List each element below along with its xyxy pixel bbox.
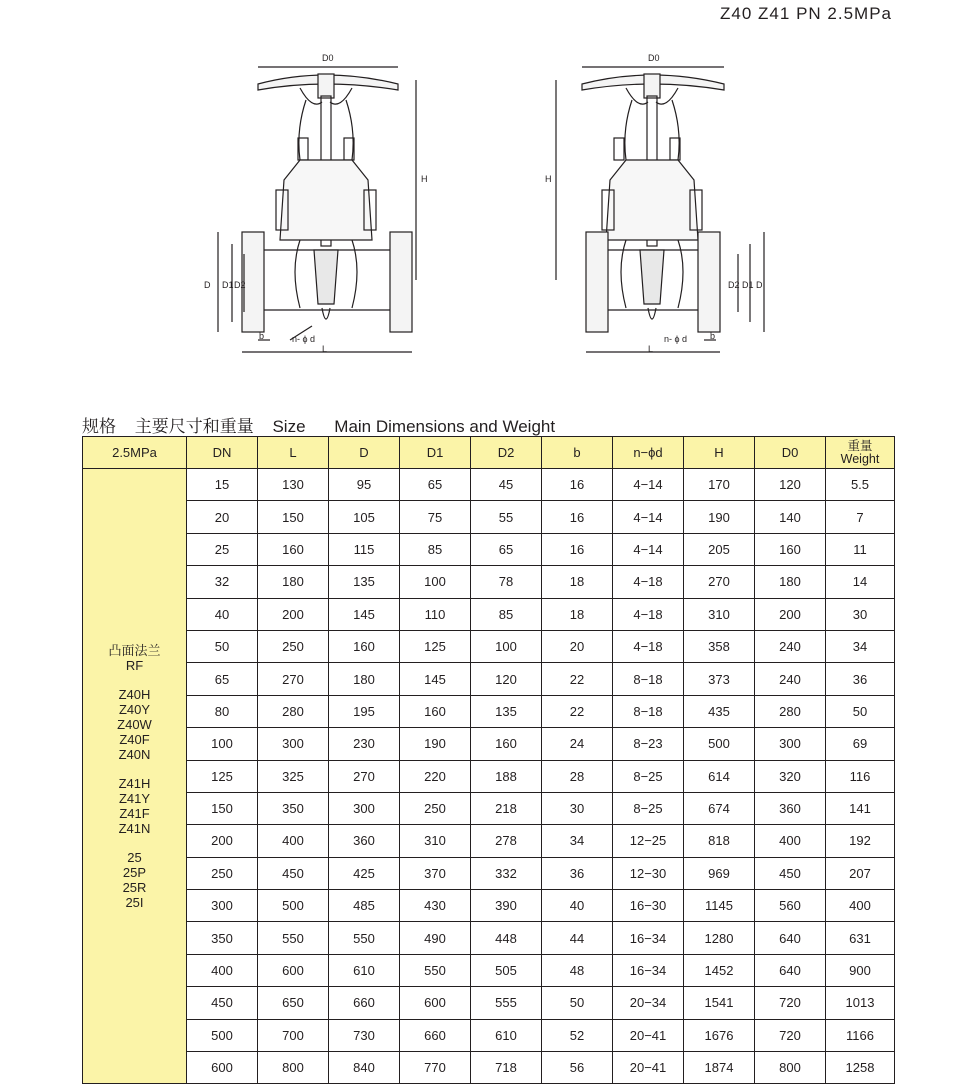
table-cell: 20−41 [613, 1052, 684, 1084]
dim-label-l-right: L [648, 344, 654, 354]
table-cell: 120 [755, 469, 826, 501]
model-group [83, 850, 186, 910]
table-cell: 500 [187, 1019, 258, 1051]
model-label: Z40Y [118, 701, 151, 717]
dim-label-d-right: D [756, 280, 763, 290]
table-cell: 1145 [684, 890, 755, 922]
table-row [83, 825, 895, 857]
table-cell: 325 [258, 760, 329, 792]
table-cell: 800 [755, 1052, 826, 1084]
table-cell: 1874 [684, 1052, 755, 1084]
table-row [83, 760, 895, 792]
header-pressure: 2.5MPa [83, 437, 187, 469]
table-cell: 20 [542, 630, 613, 662]
table-cell: 300 [258, 728, 329, 760]
table-cell: 110 [400, 598, 471, 630]
table-cell: 100 [471, 630, 542, 662]
table-cell: 65 [471, 533, 542, 565]
table-cell: 40 [187, 598, 258, 630]
table-cell: 300 [755, 728, 826, 760]
table-header-row [83, 437, 895, 469]
dim-label-d2-left: D2 [234, 280, 246, 290]
table-cell: 640 [755, 922, 826, 954]
table-cell: 150 [258, 501, 329, 533]
table-cell: 614 [684, 760, 755, 792]
table-cell: 55 [471, 501, 542, 533]
dim-label-nphid-right: n- ϕ d [664, 334, 688, 344]
table-cell: 28 [542, 760, 613, 792]
table-cell: 240 [755, 630, 826, 662]
table-cell: 270 [258, 663, 329, 695]
table-cell: 34 [826, 630, 895, 662]
header-h: H [684, 437, 755, 469]
header-d0: D0 [755, 437, 826, 469]
table-cell: 400 [258, 825, 329, 857]
table-cell: 310 [684, 598, 755, 630]
table-cell: 32 [187, 566, 258, 598]
table-cell: 190 [400, 728, 471, 760]
table-cell: 270 [684, 566, 755, 598]
table-cell: 4−14 [613, 501, 684, 533]
header-weight-en: Weight [840, 451, 880, 466]
table-cell: 11 [826, 533, 895, 565]
table-cell: 200 [258, 598, 329, 630]
table-cell: 674 [684, 792, 755, 824]
table-cell: 4−14 [613, 469, 684, 501]
table-cell: 1166 [826, 1019, 895, 1051]
table-cell: 18 [542, 566, 613, 598]
table-cell: 370 [400, 857, 471, 889]
table-cell: 85 [471, 598, 542, 630]
table-cell: 230 [329, 728, 400, 760]
dim-label-h-right: H [545, 174, 552, 184]
table-cell: 24 [542, 728, 613, 760]
table-cell: 140 [755, 501, 826, 533]
header-weight-cn: 重量 [847, 438, 873, 453]
table-cell: 8−23 [613, 728, 684, 760]
table-cell: 1541 [684, 987, 755, 1019]
dim-label-l-left: L [322, 344, 328, 354]
table-cell: 75 [400, 501, 471, 533]
table-cell: 720 [755, 987, 826, 1019]
table-cell: 7 [826, 501, 895, 533]
table-cell: 16 [542, 533, 613, 565]
model-label: Z40W [117, 716, 152, 732]
table-cell: 1452 [684, 954, 755, 986]
table-cell: 20 [187, 501, 258, 533]
table-cell: 192 [826, 825, 895, 857]
table-cell: 430 [400, 890, 471, 922]
table-cell: 435 [684, 695, 755, 727]
model-group [83, 776, 186, 836]
table-cell: 52 [542, 1019, 613, 1051]
table-cell: 270 [329, 760, 400, 792]
table-cell: 4−14 [613, 533, 684, 565]
table-cell: 180 [755, 566, 826, 598]
table-cell: 205 [684, 533, 755, 565]
model-label: 25R [122, 879, 147, 895]
table-cell: 500 [258, 890, 329, 922]
table-cell: 490 [400, 922, 471, 954]
dim-label-b-right: b [710, 331, 716, 341]
table-cell: 320 [755, 760, 826, 792]
section-title-en-1: Size [272, 417, 306, 436]
table-cell: 400 [755, 825, 826, 857]
table-cell: 4−18 [613, 630, 684, 662]
dim-label-d-left: D [204, 280, 211, 290]
table-cell: 30 [542, 792, 613, 824]
header-n-phi-d: n−ϕd [613, 437, 684, 469]
table-cell: 310 [400, 825, 471, 857]
table-row [83, 663, 895, 695]
table-cell: 160 [400, 695, 471, 727]
table-cell: 218 [471, 792, 542, 824]
table-row [83, 890, 895, 922]
model-group-cell [83, 469, 187, 1084]
header-b: b [542, 437, 613, 469]
table-cell: 145 [400, 663, 471, 695]
table-cell: 85 [400, 533, 471, 565]
model-label: Z41N [118, 820, 151, 836]
table-cell: 450 [755, 857, 826, 889]
table-cell: 350 [258, 792, 329, 824]
table-cell: 16 [542, 469, 613, 501]
model-label: Z40H [118, 686, 151, 702]
table-cell: 360 [329, 825, 400, 857]
dimensions-table [82, 436, 895, 1084]
table-cell: 135 [471, 695, 542, 727]
table-cell: 12−25 [613, 825, 684, 857]
table-cell: 65 [400, 469, 471, 501]
table-cell: 145 [329, 598, 400, 630]
table-cell: 141 [826, 792, 895, 824]
table-cell: 660 [400, 1019, 471, 1051]
model-label: 凸面法兰 [108, 642, 161, 658]
table-cell: 600 [258, 954, 329, 986]
table-cell: 65 [187, 663, 258, 695]
table-cell: 600 [187, 1052, 258, 1084]
table-cell: 150 [187, 792, 258, 824]
header-l: L [258, 437, 329, 469]
table-cell: 170 [684, 469, 755, 501]
model-group [83, 687, 186, 762]
table-cell: 450 [258, 857, 329, 889]
model-label: Z41Y [118, 790, 151, 806]
dim-label-h-left: H [421, 174, 428, 184]
table-cell: 16−34 [613, 954, 684, 986]
table-row [83, 922, 895, 954]
table-cell: 15 [187, 469, 258, 501]
header-d2: D2 [471, 437, 542, 469]
table-cell: 8−18 [613, 663, 684, 695]
table-cell: 390 [471, 890, 542, 922]
table-cell: 448 [471, 922, 542, 954]
table-row [83, 728, 895, 760]
table-cell: 22 [542, 695, 613, 727]
table-cell: 195 [329, 695, 400, 727]
table-row [83, 987, 895, 1019]
table-cell: 36 [542, 857, 613, 889]
table-cell: 16−30 [613, 890, 684, 922]
table-cell: 600 [400, 987, 471, 1019]
section-title-en-2: Main Dimensions and Weight [334, 417, 556, 436]
table-cell: 40 [542, 890, 613, 922]
table-cell: 360 [755, 792, 826, 824]
table-cell: 20−41 [613, 1019, 684, 1051]
valve-drawing-right [556, 67, 764, 352]
table-cell: 36 [826, 663, 895, 695]
table-cell: 700 [258, 1019, 329, 1051]
dim-label-b-left: b [259, 331, 265, 341]
table-cell: 280 [755, 695, 826, 727]
table-row [83, 598, 895, 630]
table-cell: 800 [258, 1052, 329, 1084]
table-cell: 278 [471, 825, 542, 857]
table-row [83, 792, 895, 824]
table-cell: 650 [258, 987, 329, 1019]
table-cell: 135 [329, 566, 400, 598]
model-label: Z41H [118, 775, 151, 791]
table-cell: 1258 [826, 1052, 895, 1084]
model-label: 25I [125, 894, 144, 910]
model-group [83, 643, 186, 673]
table-cell: 770 [400, 1052, 471, 1084]
table-cell: 425 [329, 857, 400, 889]
table-cell: 160 [258, 533, 329, 565]
table-cell: 560 [755, 890, 826, 922]
table-row [83, 469, 895, 501]
table-cell: 1676 [684, 1019, 755, 1051]
table-cell: 250 [258, 630, 329, 662]
header-weight [826, 437, 895, 469]
table-cell: 450 [187, 987, 258, 1019]
table-cell: 16 [542, 501, 613, 533]
table-cell: 18 [542, 598, 613, 630]
table-cell: 80 [187, 695, 258, 727]
table-cell: 400 [826, 890, 895, 922]
table-cell: 8−25 [613, 792, 684, 824]
table-cell: 100 [187, 728, 258, 760]
table-row [83, 857, 895, 889]
table-cell: 50 [542, 987, 613, 1019]
table-cell: 34 [542, 825, 613, 857]
table-cell: 631 [826, 922, 895, 954]
table-cell: 56 [542, 1052, 613, 1084]
table-cell: 50 [826, 695, 895, 727]
table-cell: 69 [826, 728, 895, 760]
table-row [83, 1052, 895, 1084]
dim-label-d0-left: D0 [322, 53, 334, 63]
table-cell: 8−25 [613, 760, 684, 792]
table-cell: 250 [400, 792, 471, 824]
table-cell: 48 [542, 954, 613, 986]
header-d1: D1 [400, 437, 471, 469]
section-title-cn-1: 规格 [82, 417, 116, 436]
table-cell: 550 [400, 954, 471, 986]
table-cell: 5.5 [826, 469, 895, 501]
table-cell: 188 [471, 760, 542, 792]
table-cell: 555 [471, 987, 542, 1019]
table-cell: 220 [400, 760, 471, 792]
table-cell: 115 [329, 533, 400, 565]
table-cell: 120 [471, 663, 542, 695]
gate-valve-drawings [0, 40, 960, 370]
model-label: Z40F [119, 731, 150, 747]
model-label: 25 [127, 849, 142, 865]
table-cell: 14 [826, 566, 895, 598]
table-cell: 818 [684, 825, 755, 857]
table-row [83, 954, 895, 986]
header-d: D [329, 437, 400, 469]
table-cell: 125 [187, 760, 258, 792]
dim-label-d1-right: D1 [742, 280, 754, 290]
table-cell: 300 [187, 890, 258, 922]
table-cell: 30 [826, 598, 895, 630]
table-cell: 45 [471, 469, 542, 501]
table-cell: 485 [329, 890, 400, 922]
model-label: Z40N [118, 746, 151, 762]
table-cell: 160 [471, 728, 542, 760]
table-cell: 200 [755, 598, 826, 630]
table-cell: 8−18 [613, 695, 684, 727]
table-cell: 130 [258, 469, 329, 501]
table-cell: 350 [187, 922, 258, 954]
table-cell: 660 [329, 987, 400, 1019]
table-cell: 160 [755, 533, 826, 565]
table-cell: 900 [826, 954, 895, 986]
table-cell: 125 [400, 630, 471, 662]
table-cell: 610 [329, 954, 400, 986]
table-cell: 1280 [684, 922, 755, 954]
table-cell: 78 [471, 566, 542, 598]
table-row [83, 566, 895, 598]
table-row [83, 1019, 895, 1051]
dim-label-nphid-left: n- ϕ d [292, 334, 316, 344]
table-cell: 610 [471, 1019, 542, 1051]
valve-drawing-left [218, 67, 416, 352]
table-cell: 550 [329, 922, 400, 954]
table-cell: 400 [187, 954, 258, 986]
table-cell: 4−18 [613, 598, 684, 630]
table-cell: 116 [826, 760, 895, 792]
table-body [83, 469, 895, 1084]
table-cell: 100 [400, 566, 471, 598]
table-cell: 332 [471, 857, 542, 889]
table-cell: 25 [187, 533, 258, 565]
table-cell: 20−34 [613, 987, 684, 1019]
table-row [83, 695, 895, 727]
table-cell: 200 [187, 825, 258, 857]
table-cell: 718 [471, 1052, 542, 1084]
dim-label-d0-right: D0 [648, 53, 660, 63]
table-cell: 720 [755, 1019, 826, 1051]
table-cell: 500 [684, 728, 755, 760]
dim-label-d1-left: D1 [222, 280, 234, 290]
model-label: 25P [122, 864, 147, 880]
table-cell: 969 [684, 857, 755, 889]
table-cell: 12−30 [613, 857, 684, 889]
table-cell: 105 [329, 501, 400, 533]
table-cell: 358 [684, 630, 755, 662]
table-cell: 730 [329, 1019, 400, 1051]
table-cell: 840 [329, 1052, 400, 1084]
table-cell: 550 [258, 922, 329, 954]
table-cell: 280 [258, 695, 329, 727]
table-cell: 373 [684, 663, 755, 695]
table-cell: 1013 [826, 987, 895, 1019]
section-title [82, 412, 569, 437]
table-cell: 207 [826, 857, 895, 889]
table-cell: 300 [329, 792, 400, 824]
table-row [83, 533, 895, 565]
table-row [83, 630, 895, 662]
table-cell: 505 [471, 954, 542, 986]
table-cell: 16−34 [613, 922, 684, 954]
table-cell: 190 [684, 501, 755, 533]
table-cell: 640 [755, 954, 826, 986]
table-cell: 4−18 [613, 566, 684, 598]
page-title: Z40 Z41 PN 2.5MPa [720, 4, 892, 23]
table-cell: 240 [755, 663, 826, 695]
table-cell: 180 [329, 663, 400, 695]
dim-label-d2-right: D2 [728, 280, 740, 290]
table-cell: 160 [329, 630, 400, 662]
section-title-cn-2: 主要尺寸和重量 [134, 417, 254, 436]
table-cell: 44 [542, 922, 613, 954]
model-label: Z41F [119, 805, 150, 821]
table-cell: 95 [329, 469, 400, 501]
table-cell: 250 [187, 857, 258, 889]
table-row [83, 501, 895, 533]
model-label: RF [125, 657, 144, 673]
table-cell: 50 [187, 630, 258, 662]
table-cell: 180 [258, 566, 329, 598]
table-cell: 22 [542, 663, 613, 695]
header-dn: DN [187, 437, 258, 469]
